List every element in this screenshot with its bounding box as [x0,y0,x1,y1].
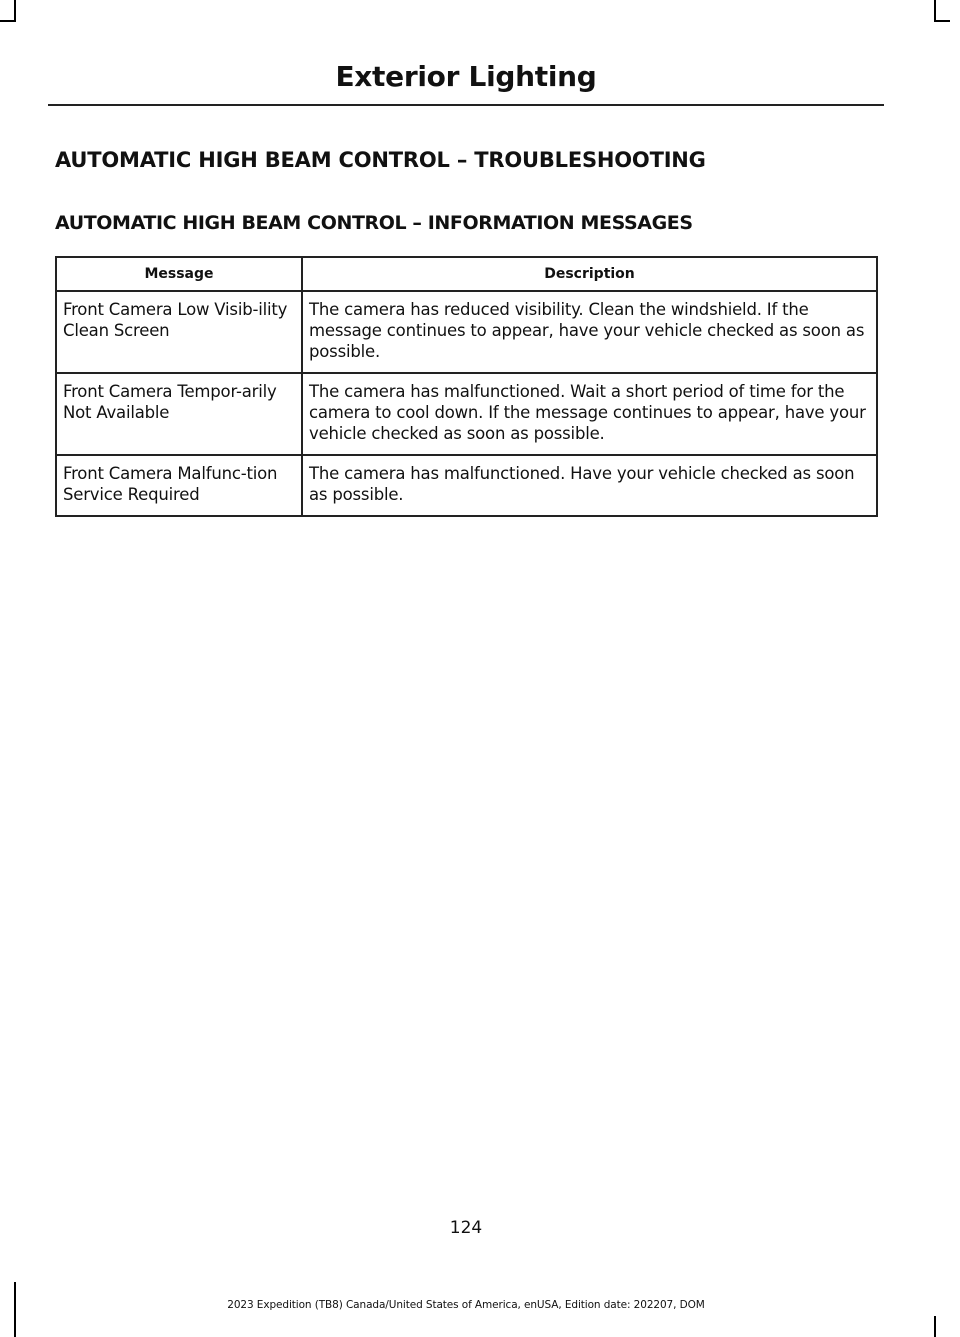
description-cell: The camera has reduced visibility. Clean the windshield. If the message continues to appear, have your vehicle checked as soon as possible. [302,291,877,373]
edition-footer: 2023 Expedition (TB8) Canada/United States of America, enUSA, Edition date: 202207, DOM [227,1299,705,1311]
message-cell: Front Camera Malfunc-tion Service Required [56,455,302,516]
description-cell: The camera has malfunctioned. Wait a short period of time for the camera to cool down. If the message continues to appear, have your vehicle checked as soon as possible. [302,373,877,455]
table-header-row [56,257,877,291]
crop-mark-top-left-h [0,20,16,22]
crop-mark-bottom-right-v [934,1316,936,1337]
section-title: Exterior Lighting [335,60,597,93]
message-cell: Front Camera Low Visib-ility Clean Screen [56,291,302,373]
column-header-description: Description [302,257,877,291]
message-cell: Front Camera Tempor-arily Not Available [56,373,302,455]
table-row [56,455,877,516]
crop-mark-top-right-v [934,0,936,22]
header-rule [48,104,884,106]
description-cell: The camera has malfunctioned. Have your vehicle checked as soon as possible. [302,455,877,516]
table-row [56,373,877,455]
table-row [56,291,877,373]
page-number: 124 [449,1218,483,1238]
information-messages-table [55,256,878,517]
crop-mark-top-right-h [934,20,950,22]
sub-heading: AUTOMATIC HIGH BEAM CONTROL – INFORMATION MESSAGES [55,212,693,234]
crop-mark-top-left-v [14,0,16,22]
column-header-message: Message [56,257,302,291]
page-heading: AUTOMATIC HIGH BEAM CONTROL – TROUBLESHOOTING [55,148,706,172]
